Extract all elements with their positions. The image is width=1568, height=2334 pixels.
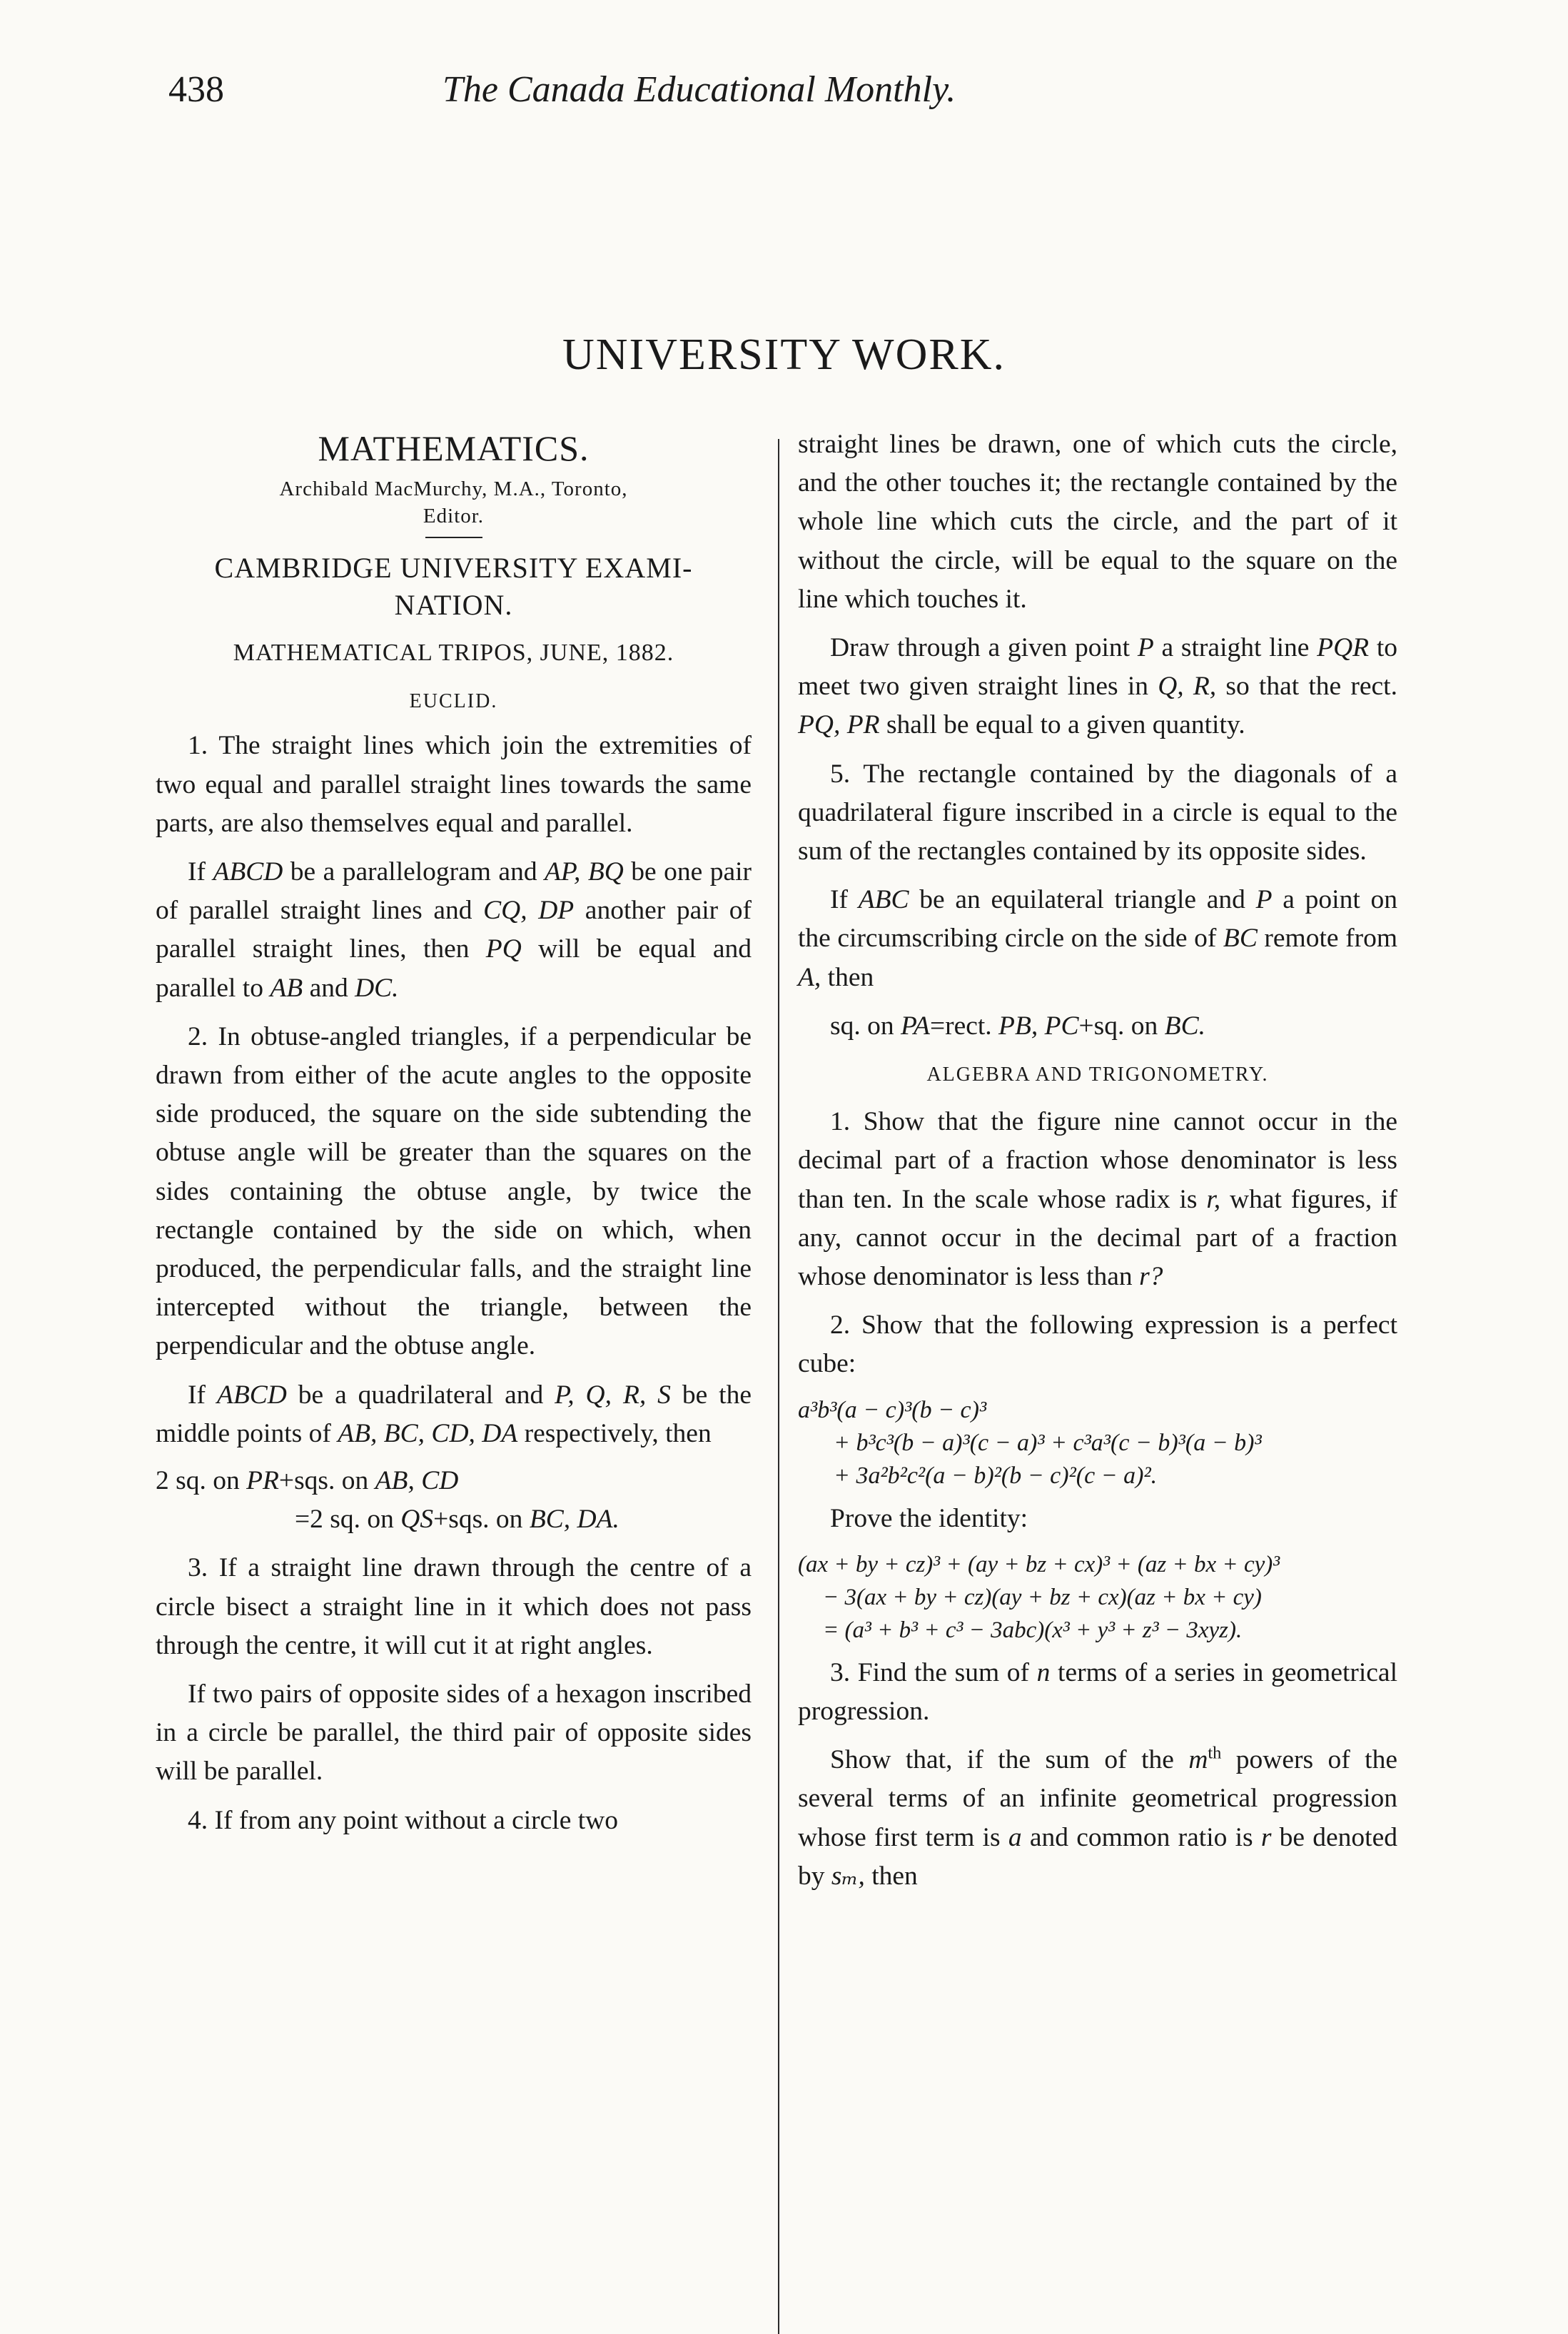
euclid-question-3: 3. If a straight line drawn through the centre of a circle bisect a straight line in it which does not pass through the centre, it will cut it at right angles.: [156, 1553, 752, 1660]
section-rule: [425, 537, 482, 538]
algebra-prove-identity: Prove the identity:: [830, 1503, 1028, 1533]
column-divider: [778, 439, 779, 2334]
algebra-identity-line-1: (ax + by + cz)³ + (ay + bz + cx)³ + (az + bx + cy)³: [798, 1551, 1280, 1577]
subject-heading-euclid: EUCLID.: [409, 690, 498, 713]
euclid-question-5: 5. The rectangle contained by the diagonals of a quadrilateral figure inscribed in a circle is equal to the sum of the rectangles contained by its opposite sides.: [798, 759, 1397, 867]
right-column: [798, 425, 1397, 1906]
department-heading: MATHEMATICS.: [318, 428, 590, 468]
algebra-question-3-cont: Show that, if the sum of the $m^{th}$ powers of the several terms of an infinite geometrical progression whose first term is a and common ratio is r be denoted by sₘ, then: [798, 1743, 1397, 1891]
algebra-question-2: 2. Show that the following expression is a perfect cube:: [798, 1310, 1397, 1379]
algebra-identity-line-3: = (a³ + b³ + c³ − 3abc)(x³ + y³ + z³ − 3xyz).: [823, 1617, 1243, 1643]
euclid-question-2: 2. In obtuse-angled triangles, if a perpendicular be drawn from either of the acute angles to the opposite side produced, the square on the side subtending the obtuse angle will be greater than the squares on the sides containing the obtuse angle, by twice the rectangle contained by the side on which, when produced, the perpendicular falls, and the straight line intercepted without the triangle, between the perpendicular and the obtuse angle.: [156, 1021, 752, 1361]
algebra-expression-line-3: + 3a²b²c²(a − b)²(b − c)²(c − a)².: [834, 1462, 1158, 1489]
euclid-rider-4: Draw through a given point P a straight line PQR to meet two given straight lines in Q, R, so that the rect. PQ, PR shall be equal to a given quantity.: [798, 633, 1398, 740]
algebra-expression-line-1: a³b³(a − c)³(b − c)³: [798, 1396, 987, 1423]
euclid-rider-5: If ABC be an equilateral triangle and P a point on the circumscribing circle on the side of BC remote from A, then: [798, 885, 1397, 992]
euclid-rider-1: If ABCD be a parallelogram and AP, BQ be one pair of parallel straight lines and CQ, DP another pair of parallel straight lines, then PQ will be equal and parallel to AB and DC.: [156, 857, 752, 1003]
euclid-rider-3: If two pairs of opposite sides of a hexagon inscribed in a circle be parallel, the third pair of opposite sides will be parallel.: [156, 1679, 752, 1787]
editor-title: Editor.: [423, 505, 485, 527]
euclid-question-1: 1. The straight lines which join the extremities of two equal and parallel straight lines towards the same parts, are also themselves equal and parallel.: [156, 731, 752, 838]
running-title: The Canada Educational Monthly.: [442, 69, 956, 110]
section-title: UNIVERSITY WORK.: [562, 330, 1006, 379]
editor-name: Archibald MacMurchy, M.A., Toronto,: [279, 478, 628, 500]
tripos-heading: MATHEMATICAL TRIPOS, JUNE, 1882.: [233, 640, 674, 666]
algebra-question-3: 3. Find the sum of n terms of a series in geometrical progression.: [798, 1657, 1397, 1727]
euclid-question-4-start: 4. If from any point without a circle two: [188, 1805, 618, 1835]
euclid-rider-2: If ABCD be a quadrilateral and P, Q, R, S be the middle points of AB, BC, CD, DA respectively, then: [156, 1380, 752, 1448]
algebra-expression-line-2: + b³c³(b − a)³(c − a)³ + c³a³(c − b)³(a − b)³: [834, 1429, 1262, 1456]
euclid-equation-5: sq. on PA=rect. PB, PC+sq. on BC.: [830, 1011, 1205, 1041]
euclid-equation-2a: 2 sq. on PR+sqs. on AB, CD: [156, 1466, 459, 1496]
algebra-question-1: 1. Show that the figure nine cannot occur in the decimal part of a fraction whose denominator is less than ten. In the scale whose radix is r, what figures, if any, cannot occur in the decimal part of a fraction whose denominator is less than r?: [798, 1107, 1397, 1292]
algebra-identity-line-2: − 3(ax + by + cz)(ay + bz + cx)(az + bx + cy): [823, 1584, 1262, 1610]
euclid-equation-2b: =2 sq. on QS+sqs. on BC, DA.: [295, 1505, 619, 1535]
subject-heading-algebra: ALGEBRA AND TRIGONOMETRY.: [926, 1064, 1269, 1086]
exam-title: CAMBRIDGE UNIVERSITY EXAMI-NATION.: [214, 552, 693, 621]
page-number: 438: [168, 69, 224, 110]
euclid-question-4-cont: straight lines be drawn, one of which cuts the circle, and the other touches it; the rectangle contained by the whole line which cuts the circle, and the part of it without the circle, will be equal to the square on the line which touches it.: [798, 430, 1397, 614]
left-column: [156, 425, 752, 1850]
